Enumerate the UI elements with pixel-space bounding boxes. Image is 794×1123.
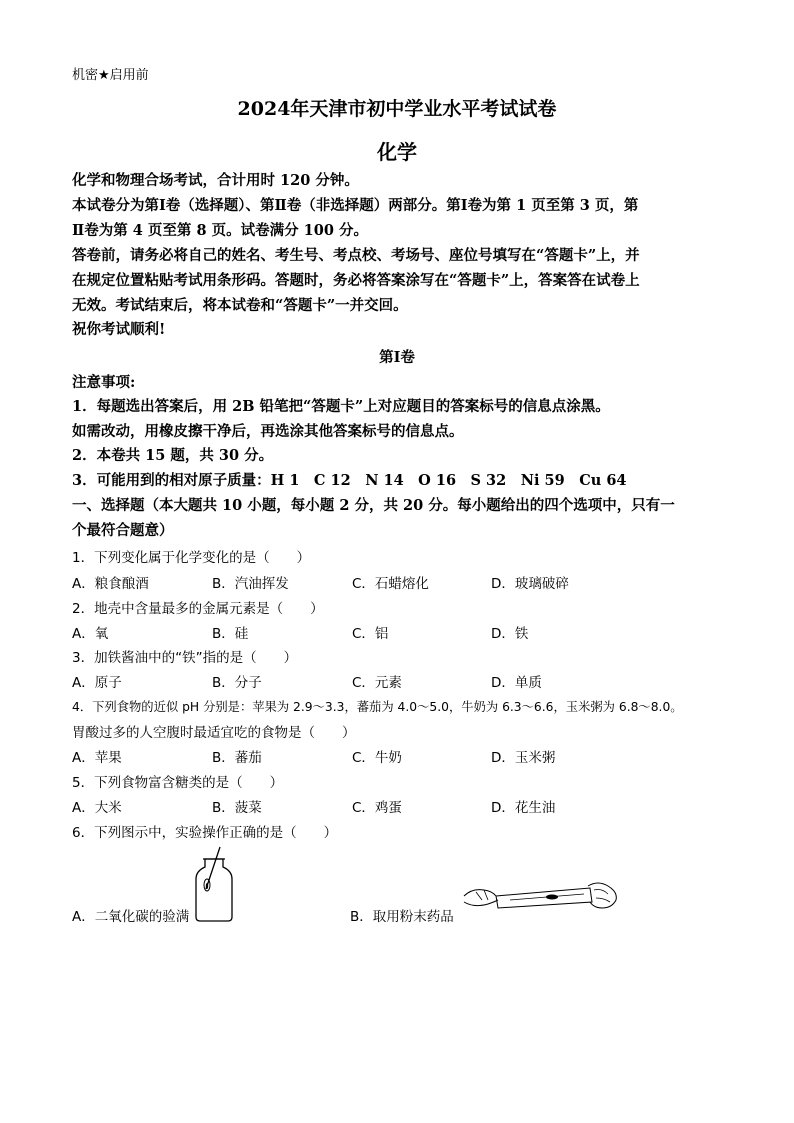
question-stem: 5．下列食物富含糖类的是（ ）	[72, 775, 284, 791]
notes-line: 如需改动，用橡皮擦干净后，再选涂其他答案标号的信息点。	[72, 423, 464, 440]
option-a: A．苹果	[72, 750, 122, 766]
option-d: D．铁	[491, 626, 529, 642]
option-b: B．取用粉末药品	[350, 909, 454, 925]
question-stem: 3．加铁酱油中的“铁”指的是（ ）	[72, 650, 298, 666]
option-a: A．二氧化碳的验满	[72, 909, 190, 925]
option-b: B．分子	[212, 675, 262, 691]
intro-line: 本试卷分为第Ⅰ卷（选择题）、第Ⅱ卷（非选择题）两部分。第Ⅰ卷为第 1 页至第 3 页，第	[72, 197, 639, 214]
notes-line: 2．本卷共 15 题，共 30 分。	[72, 447, 274, 464]
atomic-mass-line: 3．可能用到的相对原子质量：H 1 C 12 N 14 O 16 S 32 Ni 59 Cu 64	[72, 472, 627, 489]
option-c: C．铝	[352, 626, 389, 642]
intro-line: 无效。考试结束后，将本试卷和“答题卡”一并交回。	[72, 297, 408, 314]
option-c: C．元素	[352, 675, 402, 691]
volume-heading: 第Ⅰ卷	[379, 349, 415, 366]
gas-bottle-figure	[190, 845, 238, 923]
option-d: D．玉米粥	[491, 750, 556, 766]
intro-line: Ⅱ卷为第 4 页至第 8 页。试卷满分 100 分。	[72, 222, 368, 239]
question-stem: 2．地壳中含量最多的金属元素是（ ）	[72, 601, 324, 617]
option-b: B．菠菜	[212, 800, 262, 816]
exam-title: 2024年天津市初中学业水平考试试卷	[237, 98, 557, 120]
option-a: A．原子	[72, 675, 122, 691]
option-c: C．石蜡熔化	[352, 576, 429, 592]
intro-line: 祝你考试顺利!	[72, 321, 166, 338]
question-stem: 1．下列变化属于化学变化的是（ ）	[72, 550, 311, 566]
option-c: C．牛奶	[352, 750, 402, 766]
option-d: D．花生油	[491, 800, 556, 816]
section-heading: 一、选择题（本大题共 10 小题，每小题 2 分，共 20 分。每小题给出的四个选项中，只有一	[72, 497, 675, 514]
option-a: A．粮食酿酒	[72, 576, 149, 592]
option-c: C．鸡蛋	[352, 800, 402, 816]
option-b: B．汽油挥发	[212, 576, 289, 592]
powder-sampling-figure	[462, 878, 620, 918]
intro-line: 答卷前，请务必将自己的姓名、考生号、考点校、考场号、座位号填写在“答题卡”上，并	[72, 247, 640, 264]
subject-title: 化学	[377, 140, 417, 164]
notes-line: 1．每题选出答案后，用 2B 铅笔把“答题卡”上对应题目的答案标号的信息点涂黑。	[72, 398, 610, 415]
intro-line: 化学和物理合场考试，合计用时 120 分钟。	[72, 172, 359, 189]
intro-line: 在规定位置粘贴考试用条形码。答题时，务必将答案涂写在“答题卡”上，答案答在试卷上	[72, 272, 640, 289]
option-b: B．蕃茄	[212, 750, 262, 766]
question-stem: 胃酸过多的人空腹时最适宜吃的食物是（ ）	[72, 725, 356, 741]
option-d: D．单质	[491, 675, 542, 691]
confidential-mark: 机密★启用前	[72, 68, 149, 83]
option-d: D．玻璃破碎	[491, 576, 569, 592]
option-a: A．氧	[72, 626, 109, 642]
question-stem: 4．下列食物的近似 pH 分别是：苹果为 2.9～3.3，蕃茄为 4.0～5.0，牛奶为 6.3～6.6，玉米粥为 6.8～8.0。	[72, 700, 683, 714]
option-a: A．大米	[72, 800, 122, 816]
question-stem: 6．下列图示中，实验操作正确的是（ ）	[72, 825, 338, 841]
section-heading: 个最符合题意）	[72, 522, 174, 539]
option-b: B．硅	[212, 626, 249, 642]
notes-heading: 注意事项:	[72, 374, 136, 391]
